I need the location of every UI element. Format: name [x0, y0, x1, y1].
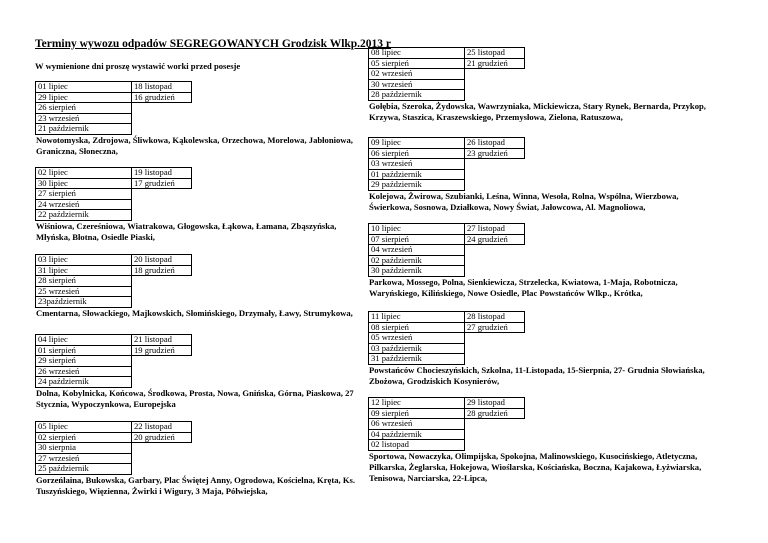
date-cell [132, 103, 192, 114]
streets-list: Cmentarna, Słowackiego, Majkowskich, Słomińskiego, Drzymały, Ławy, Strumykowa, [36, 307, 353, 318]
date-cell: 24 grudzień [465, 234, 525, 245]
date-cell: 26 wrzesień [36, 366, 132, 377]
date-cell: 28 październik [369, 90, 465, 101]
date-cell: 28 listopad [465, 312, 525, 323]
date-cell: 09 sierpień [369, 408, 465, 419]
date-cell [465, 440, 525, 451]
date-cell: 25 październik [36, 464, 132, 475]
date-cell: 18 grudzień [132, 265, 192, 276]
date-cell: 29 sierpień [36, 356, 132, 367]
date-row [369, 440, 525, 451]
date-row [36, 422, 192, 433]
date-cell [132, 124, 192, 135]
streets-list: Sportowa, Nowaczyka, Olimpijska, Spokojna, Malinowskiego, Kusocińskiego, Atletyczna, Pilkarska, Żeglarska, Hokejowa, Wioślarska, Kościańska, Boczna, Kajakowa, Łyżwiarska, Tenisowa, Narciarska, 22-Lipca, [369, 450, 702, 483]
date-row [369, 343, 525, 354]
date-cell [465, 333, 525, 344]
date-row [369, 138, 525, 149]
date-cell: 20 grudzień [132, 432, 192, 443]
date-cell [465, 180, 525, 191]
date-cell: 30 wrzesień [369, 79, 465, 90]
date-cell: 26 sierpień [36, 103, 132, 114]
schedule-block-4 [35, 334, 366, 410]
date-cell: 22 październik [36, 210, 132, 221]
date-cell: 01 sierpień [36, 345, 132, 356]
schedule-block-9 [368, 311, 714, 387]
date-row [36, 464, 192, 475]
date-row [36, 113, 192, 124]
date-row [36, 255, 192, 266]
schedule-block-7 [368, 137, 714, 213]
document-title: Terminy wywozu odpadów SEGREGOWANYCH Grodzisk Wlkp.2013 r [35, 38, 392, 50]
date-row [36, 103, 192, 114]
date-cell: 17 grudzień [132, 178, 192, 189]
date-row [36, 345, 192, 356]
date-row [369, 419, 525, 430]
date-cell: 29 październik [369, 180, 465, 191]
date-cell: 27 listopad [465, 224, 525, 235]
date-cell [132, 377, 192, 388]
streets-list: Nowotomyska, Zdrojowa, Śliwkowa, Kąkolewska, Orzechowa, Morelowa, Jabłoniowa, Graniczna, Słoneczna, [36, 134, 353, 156]
date-cell: 19 listopad [132, 168, 192, 179]
date-cell: 25 wrzesień [36, 286, 132, 297]
date-cell: 28 sierpień [36, 276, 132, 287]
date-cell: 21 październik [36, 124, 132, 135]
date-row [369, 58, 525, 69]
date-cell: 07 sierpień [369, 234, 465, 245]
date-cell [465, 90, 525, 101]
date-row [369, 148, 525, 159]
date-cell: 23 grudzień [465, 148, 525, 159]
date-cell: 16 grudzień [132, 92, 192, 103]
date-cell: 08 sierpień [369, 322, 465, 333]
date-cell: 10 lipiec [369, 224, 465, 235]
date-row [36, 297, 192, 308]
date-cell [132, 366, 192, 377]
date-cell: 24 wrzesień [36, 199, 132, 210]
date-cell [132, 199, 192, 210]
date-row [369, 312, 525, 323]
date-cell: 02 lipiec [36, 168, 132, 179]
date-cell: 22 listopad [132, 422, 192, 433]
date-cell [132, 297, 192, 308]
date-row [369, 255, 525, 266]
date-cell: 23październik [36, 297, 132, 308]
date-row [36, 210, 192, 221]
schedule-block-1 [35, 81, 366, 157]
date-row [369, 69, 525, 80]
date-row [36, 189, 192, 200]
dates-table [368, 137, 525, 191]
date-row [369, 322, 525, 333]
date-cell: 05 lipiec [36, 422, 132, 433]
date-row [369, 398, 525, 409]
date-cell: 29 listopad [465, 398, 525, 409]
dates-table [368, 223, 525, 277]
date-cell [132, 443, 192, 454]
schedule-block-3 [35, 254, 366, 319]
date-cell: 21 listopad [132, 335, 192, 346]
date-cell [132, 189, 192, 200]
streets-list: Dolna, Kobylnicka, Końcowa, Środkowa, Prosta, Nowa, Gnińska, Górna, Piaskowa, 27 Stycznia, Wypoczynkowa, Europejska [36, 387, 354, 409]
date-row [36, 178, 192, 189]
date-cell: 27 sierpień [36, 189, 132, 200]
document-subtitle: W wymienione dni proszę wystawić worki przed posesje [35, 61, 241, 71]
date-row [36, 276, 192, 287]
schedule-block-6 [368, 47, 714, 123]
date-row [369, 333, 525, 344]
date-cell [132, 113, 192, 124]
date-cell: 04 październik [369, 429, 465, 440]
date-cell: 21 grudzień [465, 58, 525, 69]
schedule-block-10 [368, 397, 714, 484]
dates-table [368, 47, 525, 101]
date-cell: 08 lipiec [369, 48, 465, 59]
date-cell [465, 343, 525, 354]
date-cell: 02 sierpień [36, 432, 132, 443]
date-cell: 11 lipiec [369, 312, 465, 323]
date-cell [132, 210, 192, 221]
date-row [369, 234, 525, 245]
date-cell [132, 276, 192, 287]
date-row [369, 429, 525, 440]
date-cell: 09 lipiec [369, 138, 465, 149]
date-row [36, 432, 192, 443]
date-cell: 27 grudzień [465, 322, 525, 333]
date-cell: 03 wrzesień [369, 159, 465, 170]
date-row [369, 245, 525, 256]
date-cell: 03 październik [369, 343, 465, 354]
date-cell: 30 październik [369, 266, 465, 277]
dates-table [368, 311, 525, 365]
dates-table [368, 397, 525, 451]
date-cell: 31 październik [369, 354, 465, 365]
date-cell: 04 lipiec [36, 335, 132, 346]
date-row [36, 453, 192, 464]
date-cell [465, 429, 525, 440]
date-cell: 04 wrzesień [369, 245, 465, 256]
schedule-block-2 [35, 167, 366, 243]
streets-list: Gołębia, Szeroka, Żydowska, Wawrzyniaka, Mickiewicza, Stary Rynek, Bernarda, Przykop, Krzywa, Staszica, Kraszewskiego, Przemysłowa, Zielona, Ratuszowa, [369, 100, 706, 122]
date-cell [132, 356, 192, 367]
date-row [36, 199, 192, 210]
date-row [36, 335, 192, 346]
date-cell: 31 lipiec [36, 265, 132, 276]
streets-list: Wiśniowa, Czereśniowa, Wiatrakowa, Głogowska, Łąkowa, Łamana, Zbąszyńska, Młyńska, Błotna, Osiedle Piaski, [36, 220, 337, 242]
date-row [36, 356, 192, 367]
date-cell [465, 354, 525, 365]
date-row [369, 159, 525, 170]
date-row [36, 265, 192, 276]
date-cell: 05 wrzesień [369, 333, 465, 344]
date-cell [132, 464, 192, 475]
date-row [369, 79, 525, 90]
streets-list: Parkowa, Mossego, Polna, Sienkiewicza, Strzelecka, Kwiatowa, 1-Maja, Robotnicza, Waryńskiego, Kilińskiego, Nowe Osiedle, Plac Powstańców Wlkp., Krótka, [369, 276, 678, 298]
date-cell: 01 październik [369, 169, 465, 180]
date-row [369, 354, 525, 365]
date-cell: 26 listopad [465, 138, 525, 149]
streets-list: Kolejowa, Żwirowa, Szubianki, Leśna, Winna, Wesoła, Rolna, Wspólna, Wierzbowa, Świerkowa, Sosnowa, Działkowa, Nowy Świat, Jałowcowa, Al. Magnoliowa, [369, 190, 679, 212]
date-cell [465, 255, 525, 266]
date-cell: 20 listopad [132, 255, 192, 266]
date-cell: 27 wrzesień [36, 453, 132, 464]
streets-list: Powstańców Chocieszyńskich, Szkolna, 11-Listopada, 15-Sierpnia, 27- Grudnia Słowiańska, Zbożowa, Grodziskich Kosynierów, [369, 364, 705, 386]
date-cell: 03 lipiec [36, 255, 132, 266]
date-row [369, 90, 525, 101]
date-row [369, 180, 525, 191]
dates-table [35, 254, 192, 308]
date-cell: 02 listopad [369, 440, 465, 451]
date-cell: 06 wrzesień [369, 419, 465, 430]
dates-table [35, 421, 192, 475]
date-row [36, 92, 192, 103]
date-cell: 25 listopad [465, 48, 525, 59]
date-cell [465, 159, 525, 170]
date-cell: 24 październik [36, 377, 132, 388]
date-cell [132, 286, 192, 297]
streets-list: Gorzeńlaina, Bukowska, Garbary, Plac Świętej Anny, Ogrodowa, Kościelna, Kręta, Ks. Tuszyńskiego, Więzienna, Żwirki i Wigury, 3 Maja, Półwiejska, [36, 474, 356, 496]
date-cell: 02 październik [369, 255, 465, 266]
date-cell [465, 419, 525, 430]
date-cell [132, 453, 192, 464]
date-row [369, 408, 525, 419]
date-cell: 12 lipiec [369, 398, 465, 409]
date-row [369, 224, 525, 235]
date-row [369, 266, 525, 277]
dates-table [35, 81, 192, 135]
date-row [36, 366, 192, 377]
date-cell: 30 sierpnia [36, 443, 132, 454]
date-cell: 23 wrzesień [36, 113, 132, 124]
date-cell [465, 69, 525, 80]
date-row [36, 124, 192, 135]
date-cell: 30 lipiec [36, 178, 132, 189]
date-row [36, 168, 192, 179]
date-cell: 02 wrzesień [369, 69, 465, 80]
date-cell [465, 266, 525, 277]
date-row [369, 48, 525, 59]
date-cell: 28 grudzień [465, 408, 525, 419]
schedule-block-5 [35, 421, 366, 497]
date-row [36, 443, 192, 454]
date-cell: 06 sierpień [369, 148, 465, 159]
date-cell: 19 grudzień [132, 345, 192, 356]
date-cell: 05 sierpień [369, 58, 465, 69]
date-cell: 01 lipiec [36, 82, 132, 93]
date-cell: 18 listopad [132, 82, 192, 93]
schedule-block-8 [368, 223, 714, 299]
date-row [36, 82, 192, 93]
date-row [369, 169, 525, 180]
date-row [36, 377, 192, 388]
date-cell [465, 169, 525, 180]
dates-table [35, 167, 192, 221]
date-cell [465, 79, 525, 90]
date-cell: 29 lipiec [36, 92, 132, 103]
date-row [36, 286, 192, 297]
dates-table [35, 334, 192, 388]
date-cell [465, 245, 525, 256]
